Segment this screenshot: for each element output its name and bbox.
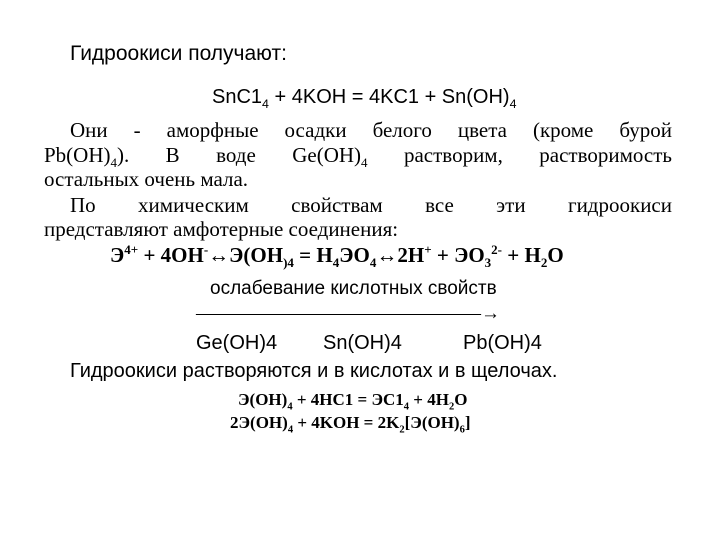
dissolve-sentence: Гидроокиси растворяются и в кислотах и в щелочах. (70, 360, 558, 382)
hydroxide-pb: Pb(OH)4 (463, 332, 542, 354)
p1-sub: 4 (361, 155, 368, 171)
equation-amphoteric (110, 242, 564, 271)
eq3-part: O (454, 390, 468, 409)
eq2-part: ЭO (339, 243, 370, 267)
paragraph-amorphous-line3: остальных очень мала. (44, 167, 249, 191)
paragraph-properties-line2: представляют амфотерные соединения: (44, 217, 399, 241)
eq2-part: O (547, 243, 564, 267)
eq2-part: Э (110, 243, 125, 267)
eq2-part: + ЭO (431, 243, 485, 267)
eq2-sub: 3 (484, 255, 492, 271)
eq4-sub: 4 (287, 424, 294, 436)
equation-sncl4-koh (212, 86, 517, 109)
p1-part: ). В воде Ge(OH) (117, 143, 362, 167)
hydroxide-ge: Ge(OH)4 (196, 332, 278, 354)
trend-arrow: ———————————————→ (196, 303, 500, 324)
eq2-part: + 4OH (138, 243, 204, 267)
paragraph-amorphous-line2 (44, 143, 672, 171)
eq4-sub: 2 (399, 424, 405, 436)
eq2-sub: 4 (369, 255, 377, 271)
eq2-part: + H (502, 243, 541, 267)
p1-part: Pb(OH) (44, 143, 111, 167)
equation-acid (238, 390, 468, 413)
eq3-sub: 2 (448, 401, 455, 413)
eq2-part: = H (293, 243, 333, 267)
eq2-sub: )4 (283, 255, 294, 271)
eq4-sub: 6 (459, 424, 465, 436)
eq2-part: ↔Э(OH (208, 243, 284, 267)
eq1-part: SnC1 (212, 86, 263, 108)
eq3-sub: 4 (403, 401, 410, 413)
p1-sub: 4 (110, 155, 118, 171)
eq1-sub: 4 (262, 97, 269, 111)
eq1-part: + 4KOH = 4KC1 + Sn(OH) (268, 86, 510, 108)
eq3-sub: 4 (287, 401, 293, 413)
eq1-sub: 4 (509, 97, 517, 111)
paragraph-properties-line1: По химическим свойствам все эти гидроокиси (70, 193, 672, 217)
eq2-part: ↔2H (376, 243, 425, 267)
trend-label: ослабевание кислотных свойств (210, 278, 497, 299)
p1-part: растворим, растворимость (367, 143, 672, 167)
eq3-part: Э(OH) (238, 390, 288, 409)
eq4-part: + 4KOH = 2K (293, 413, 400, 432)
eq2-sup: 2- (491, 242, 503, 257)
eq2-sub: 2 (540, 255, 548, 271)
eq2-sup: 4+ (124, 242, 139, 257)
eq4-part: ] (464, 413, 471, 432)
eq3-part: + 4HC1 = ЭC1 (292, 390, 404, 409)
eq4-part: [Э(OH) (404, 413, 460, 432)
eq3-part: + 4H (409, 390, 449, 409)
eq2-sup: + (424, 242, 432, 257)
eq4-part: 2Э(OH) (230, 413, 288, 432)
paragraph-amorphous-line1: Они - аморфные осадки белого цвета (кроме бурой (70, 118, 672, 142)
heading: Гидроокиси получают: (70, 42, 287, 65)
hydroxide-sn: Sn(OH)4 (323, 332, 402, 354)
equation-base (230, 413, 471, 436)
eq2-sub: 4 (332, 255, 340, 271)
eq2-sup: - (203, 242, 209, 257)
